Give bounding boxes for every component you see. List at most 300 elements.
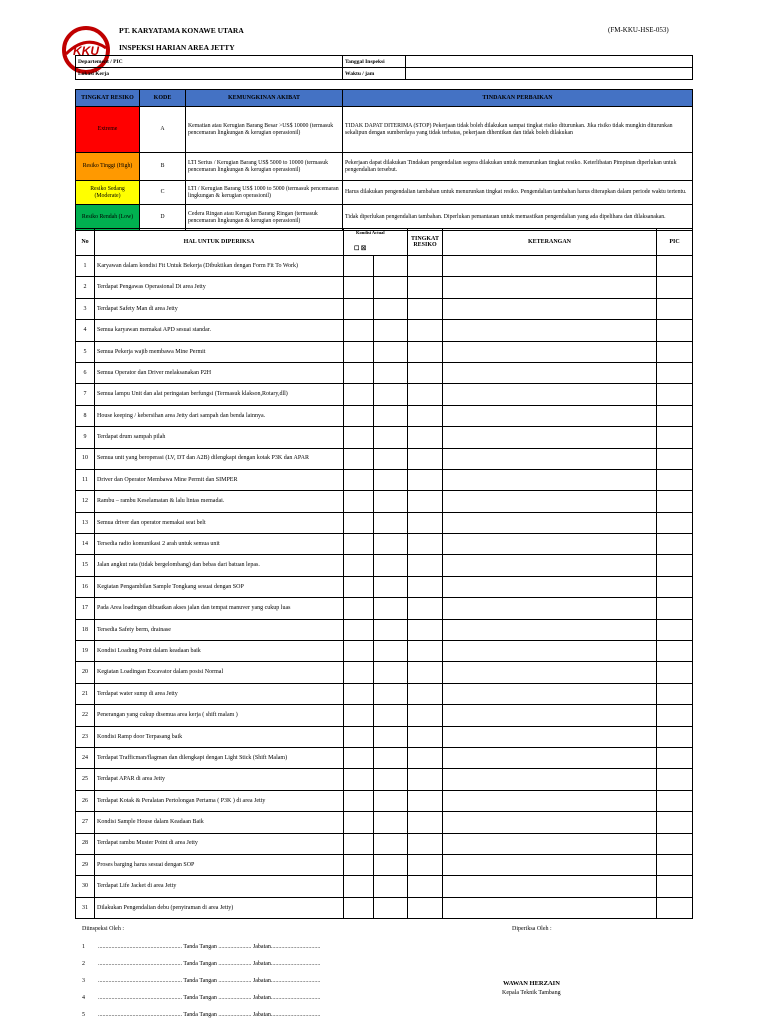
checklist-row	[76, 641, 693, 662]
risk-level-cell[interactable]	[408, 876, 443, 897]
row-item-text: Kondisi Ramp door Terpasang baik	[95, 726, 344, 747]
row-number: 9	[76, 427, 95, 448]
risk-consequence: Kematian atau Kerugian Barang Besar >US$ 10000 (termasuk pencemaran lingkungan & kerugian operasionil)	[186, 107, 343, 153]
company-name: PT. KARYATAMA KONAWE UTARA	[119, 26, 244, 35]
risk-level-cell[interactable]	[408, 747, 443, 768]
checklist-row	[76, 384, 693, 405]
condition-notok-cell[interactable]	[374, 705, 408, 726]
condition-ok-cell[interactable]	[344, 298, 374, 319]
row-item-text: Terdapat Safety Man di area Jetty	[95, 298, 344, 319]
row-number: 30	[76, 876, 95, 897]
condition-ok-cell[interactable]	[344, 790, 374, 811]
condition-ok-cell[interactable]	[344, 427, 374, 448]
remarks-cell[interactable]	[443, 277, 657, 298]
risk-level-cell[interactable]	[408, 662, 443, 683]
row-number: 17	[76, 598, 95, 619]
row-item-text: Tersedia radio komunikasi 2 arah untuk semua unit	[95, 534, 344, 555]
condition-notok-cell[interactable]	[374, 641, 408, 662]
checklist-row	[76, 769, 693, 790]
signature-line[interactable]: ........................................................ Tanda Tangan ...................... Jabatan.................................	[98, 1012, 321, 1018]
remarks-cell[interactable]	[443, 598, 657, 619]
remarks-cell[interactable]	[443, 555, 657, 576]
condition-notok-cell[interactable]	[374, 812, 408, 833]
row-number: 22	[76, 705, 95, 726]
risk-level-cell[interactable]	[408, 320, 443, 341]
checklist-row	[76, 683, 693, 704]
risk-level-cell[interactable]	[408, 641, 443, 662]
pic-cell[interactable]	[657, 555, 693, 576]
checklist-row	[76, 576, 693, 597]
inspected-by-label: Diinspeksi Oleh :	[82, 926, 124, 932]
inspection-checklist-table	[75, 228, 693, 919]
pic-cell[interactable]	[657, 897, 693, 918]
pic-cell[interactable]	[657, 512, 693, 533]
condition-notok-cell[interactable]	[374, 341, 408, 362]
checked-by-label: Diperiksa Oleh :	[512, 926, 552, 932]
pic-cell[interactable]	[657, 812, 693, 833]
risk-level-cell[interactable]	[408, 726, 443, 747]
risk-code: D	[140, 205, 186, 231]
row-number: 27	[76, 812, 95, 833]
condition-notok-cell[interactable]	[374, 277, 408, 298]
row-item-text: Terdapat rambu Muster Point di area Jetty	[95, 833, 344, 854]
risk-level-cell[interactable]	[408, 812, 443, 833]
pic-cell[interactable]	[657, 362, 693, 383]
condition-notok-cell[interactable]	[374, 576, 408, 597]
condition-ok-cell[interactable]	[344, 747, 374, 768]
risk-action: Harus dilakukan pengendalian tambahan untuk menurunkan tingkat resiko. Pengendalian tambahan harus diterapkan dalam periode waktu tertentu.	[343, 181, 693, 205]
condition-label: Kondisi Actual	[356, 230, 385, 235]
row-number: 5	[76, 341, 95, 362]
row-number: 29	[76, 854, 95, 875]
pic-cell[interactable]	[657, 384, 693, 405]
remarks-cell[interactable]	[443, 683, 657, 704]
condition-ok-cell[interactable]	[344, 555, 374, 576]
row-item-text: Rambu – rambu Keselamatan & lalu lintas memadai.	[95, 491, 344, 512]
checklist-row	[76, 662, 693, 683]
checklist-row	[76, 277, 693, 298]
row-number: 11	[76, 469, 95, 490]
remarks-cell[interactable]	[443, 854, 657, 875]
pic-cell[interactable]	[657, 854, 693, 875]
risk-level-cell[interactable]	[408, 534, 443, 555]
pic-cell[interactable]	[657, 641, 693, 662]
risk-level-moderate: Resiko Sedang (Moderate)	[76, 181, 140, 205]
condition-notok-cell[interactable]	[374, 405, 408, 426]
pic-cell[interactable]	[657, 405, 693, 426]
risk-level-cell[interactable]	[408, 491, 443, 512]
row-number: 6	[76, 362, 95, 383]
risk-level-cell[interactable]	[408, 598, 443, 619]
pic-cell[interactable]	[657, 683, 693, 704]
time-label: Waktu / jam	[343, 68, 406, 80]
condition-notok-cell[interactable]	[374, 683, 408, 704]
row-item-text: Dilakukan Pengendalian debu (penyiraman di area Jetty)	[95, 897, 344, 918]
remarks-cell[interactable]	[443, 769, 657, 790]
remarks-cell[interactable]	[443, 833, 657, 854]
row-item-text: Tersedia Safety berm, drainase	[95, 619, 344, 640]
pic-cell[interactable]	[657, 277, 693, 298]
remarks-cell[interactable]	[443, 341, 657, 362]
remarks-cell[interactable]	[443, 362, 657, 383]
row-item-text: Terdapat drum sampah pilah	[95, 427, 344, 448]
pic-cell[interactable]	[657, 469, 693, 490]
pic-cell[interactable]	[657, 619, 693, 640]
checklist-row	[76, 705, 693, 726]
condition-ok-cell[interactable]	[344, 662, 374, 683]
risk-level-extreme: Extreme	[76, 107, 140, 153]
risk-level-cell[interactable]	[408, 555, 443, 576]
row-number: 8	[76, 405, 95, 426]
pic-cell[interactable]	[657, 598, 693, 619]
risk-level-cell[interactable]	[408, 341, 443, 362]
pic-cell[interactable]	[657, 790, 693, 811]
checklist-row	[76, 854, 693, 875]
condition-notok-cell[interactable]	[374, 897, 408, 918]
checklist-row	[76, 341, 693, 362]
checklist-row	[76, 320, 693, 341]
checklist-row	[76, 876, 693, 897]
risk-legend-table	[75, 89, 693, 231]
condition-ok-cell[interactable]	[344, 469, 374, 490]
col-header-no: No	[76, 229, 95, 256]
condition-notok-cell[interactable]	[374, 790, 408, 811]
checklist-row	[76, 512, 693, 533]
checklist-row	[76, 747, 693, 768]
remarks-cell[interactable]	[443, 448, 657, 469]
signature-line-number: 3	[82, 978, 85, 984]
condition-notok-cell[interactable]	[374, 619, 408, 640]
checklist-row	[76, 833, 693, 854]
condition-ok-cell[interactable]	[344, 854, 374, 875]
remarks-cell[interactable]	[443, 320, 657, 341]
row-number: 2	[76, 277, 95, 298]
remarks-cell[interactable]	[443, 641, 657, 662]
pic-cell[interactable]	[657, 341, 693, 362]
row-item-text: Terdapat Life Jacket di area Jetty	[95, 876, 344, 897]
condition-ok-cell[interactable]	[344, 576, 374, 597]
row-number: 19	[76, 641, 95, 662]
remarks-cell[interactable]	[443, 534, 657, 555]
condition-notok-cell[interactable]	[374, 876, 408, 897]
condition-ok-cell[interactable]	[344, 598, 374, 619]
remarks-cell[interactable]	[443, 897, 657, 918]
checklist-row	[76, 790, 693, 811]
row-number: 21	[76, 683, 95, 704]
row-item-text: Terdapat Kotak & Peralatan Pertolongan Pertama ( P3K ) di area Jetty	[95, 790, 344, 811]
condition-notok-cell[interactable]	[374, 384, 408, 405]
condition-ok-cell[interactable]	[344, 320, 374, 341]
row-item-text: House keeping / kebersihan area Jetty dari sampah dan benda lainnya.	[95, 405, 344, 426]
row-item-text: Terdapat Trafficman/flagman dan dilengkapi dengan Light Stick (Shift Malam)	[95, 747, 344, 768]
row-item-text: Semua driver dan operator memakai seat belt	[95, 512, 344, 533]
department-label: Departement / PIC	[76, 56, 343, 68]
pic-cell[interactable]	[657, 876, 693, 897]
condition-notok-cell[interactable]	[374, 534, 408, 555]
condition-ok-cell[interactable]	[344, 897, 374, 918]
condition-ok-cell[interactable]	[344, 277, 374, 298]
risk-level-cell[interactable]	[408, 769, 443, 790]
condition-notok-cell[interactable]	[374, 448, 408, 469]
remarks-cell[interactable]	[443, 469, 657, 490]
risk-code: C	[140, 181, 186, 205]
row-number: 16	[76, 576, 95, 597]
remarks-cell[interactable]	[443, 662, 657, 683]
row-item-text: Karyawan dalam kondisi Fit Untuk Bekerja (Dibuktikan dengan Form Fit To Work)	[95, 256, 344, 277]
date-label: Tanggal Inspeksi	[343, 56, 406, 68]
row-item-text: Proses barging harus sesuai dengan SOP	[95, 854, 344, 875]
row-item-text: Kegiatan Loadingan Excavator dalam posisi Normal	[95, 662, 344, 683]
risk-consequence: Cedera Ringan atau Kerugian Barang Ringan (termasuk pencemaran lingkungan & kerugian operasionil)	[186, 205, 343, 231]
row-item-text: Terdapat water sump di area Jetty	[95, 683, 344, 704]
remarks-cell[interactable]	[443, 812, 657, 833]
condition-notok-cell[interactable]	[374, 833, 408, 854]
condition-notok-cell[interactable]	[374, 362, 408, 383]
checklist-row	[76, 534, 693, 555]
row-item-text: Semua Pekerja wajib membawa Mine Permit	[95, 341, 344, 362]
row-number: 7	[76, 384, 95, 405]
signature-line-number: 2	[82, 961, 85, 967]
row-number: 4	[76, 320, 95, 341]
pic-cell[interactable]	[657, 491, 693, 512]
remarks-cell[interactable]	[443, 790, 657, 811]
svg-text:KKU: KKU	[73, 44, 99, 58]
condition-ok-cell[interactable]	[344, 619, 374, 640]
condition-ok-cell[interactable]	[344, 512, 374, 533]
remarks-cell[interactable]	[443, 705, 657, 726]
risk-level-cell[interactable]	[408, 576, 443, 597]
row-number: 18	[76, 619, 95, 640]
signature-line-number: 5	[82, 1012, 85, 1018]
condition-notok-cell[interactable]	[374, 256, 408, 277]
condition-notok-cell[interactable]	[374, 427, 408, 448]
risk-consequence: LTI / Kerugian Barang US$ 1000 to 5000 (termasuk pencemaran lingkungan & kerugian operasionil)	[186, 181, 343, 205]
row-item-text: Semua lampu Unit dan alat peringatan berfungsi (Termasuk klakson,Rotary,dll)	[95, 384, 344, 405]
risk-level-cell[interactable]	[408, 683, 443, 704]
remarks-cell[interactable]	[443, 619, 657, 640]
signature-line-number: 1	[82, 944, 85, 950]
condition-checkbox-icons: ☐ ☒	[354, 246, 367, 252]
risk-code: B	[140, 153, 186, 181]
remarks-cell[interactable]	[443, 298, 657, 319]
remarks-cell[interactable]	[443, 747, 657, 768]
info-table	[75, 55, 693, 80]
condition-notok-cell[interactable]	[374, 598, 408, 619]
row-item-text: Terdapat Pengawas Operasional Di area Jetty	[95, 277, 344, 298]
condition-ok-cell[interactable]	[344, 362, 374, 383]
pic-cell[interactable]	[657, 298, 693, 319]
condition-ok-cell[interactable]	[344, 448, 374, 469]
risk-level-cell[interactable]	[408, 512, 443, 533]
condition-ok-cell[interactable]	[344, 641, 374, 662]
condition-notok-cell[interactable]	[374, 469, 408, 490]
risk-level-cell[interactable]	[408, 384, 443, 405]
risk-level-cell[interactable]	[408, 277, 443, 298]
risk-action: TIDAK DAPAT DITERIMA (STOP) Pekerjaan tidak boleh dilakukan sampai tingkat risiko diturunkan. Jika risiko tidak mungkin diturunkan sekalipun dengan sumberdaya yang tidak terbatas, pekerjaan dihentikan dan tidak boleh dilakukan	[343, 107, 693, 153]
remarks-cell[interactable]	[443, 726, 657, 747]
condition-ok-cell[interactable]	[344, 491, 374, 512]
pic-cell[interactable]	[657, 576, 693, 597]
condition-ok-cell[interactable]	[344, 705, 374, 726]
row-number: 3	[76, 298, 95, 319]
pic-cell[interactable]	[657, 427, 693, 448]
row-number: 13	[76, 512, 95, 533]
pic-cell[interactable]	[657, 662, 693, 683]
remarks-cell[interactable]	[443, 876, 657, 897]
remarks-cell[interactable]	[443, 491, 657, 512]
row-item-text: Jalan angkut rata (tidak bergelombang) dan bebas dari batuan lepas.	[95, 555, 344, 576]
condition-ok-cell[interactable]	[344, 833, 374, 854]
pic-cell[interactable]	[657, 256, 693, 277]
risk-level-cell[interactable]	[408, 833, 443, 854]
risk-level-cell[interactable]	[408, 427, 443, 448]
row-item-text: Driver dan Operator Membawa Mine Permit dan SIMPER	[95, 469, 344, 490]
signature-line[interactable]: ........................................................ Tanda Tangan ...................... Jabatan.................................	[98, 944, 321, 950]
condition-notok-cell[interactable]	[374, 726, 408, 747]
row-item-text: Pada Area loadingan dibuatkan akses jalan dan tempat manuver yang cukup luas	[95, 598, 344, 619]
checklist-row	[76, 469, 693, 490]
risk-level-cell[interactable]	[408, 405, 443, 426]
location-label: Lokasi Kerja	[76, 68, 343, 80]
condition-ok-cell[interactable]	[344, 534, 374, 555]
legend-header-action: TINDAKAN PERBAIKAN	[343, 90, 693, 107]
checklist-row	[76, 555, 693, 576]
condition-ok-cell[interactable]	[344, 726, 374, 747]
condition-ok-cell[interactable]	[344, 256, 374, 277]
risk-level-cell[interactable]	[408, 619, 443, 640]
pic-cell[interactable]	[657, 534, 693, 555]
condition-notok-cell[interactable]	[374, 320, 408, 341]
remarks-cell[interactable]	[443, 427, 657, 448]
signer-name: WAWAN HERZAIN	[503, 980, 560, 987]
legend-header-level: TINGKAT RESIKO	[76, 90, 140, 107]
risk-level-low: Resiko Rendah (Low)	[76, 205, 140, 231]
condition-notok-cell[interactable]	[374, 555, 408, 576]
risk-level-cell[interactable]	[408, 790, 443, 811]
condition-notok-cell[interactable]	[374, 662, 408, 683]
row-number: 24	[76, 747, 95, 768]
row-number: 20	[76, 662, 95, 683]
condition-notok-cell[interactable]	[374, 512, 408, 533]
pic-cell[interactable]	[657, 769, 693, 790]
condition-notok-cell[interactable]	[374, 298, 408, 319]
remarks-cell[interactable]	[443, 576, 657, 597]
document-title: INSPEKSI HARIAN AREA JETTY	[119, 43, 235, 52]
checklist-row	[76, 448, 693, 469]
row-number: 28	[76, 833, 95, 854]
condition-ok-cell[interactable]	[344, 812, 374, 833]
signer-title: Kepala Teknik Tambang	[502, 990, 561, 996]
row-item-text: Kondisi Sample House dalam Keadaan Baik	[95, 812, 344, 833]
risk-level-cell[interactable]	[408, 705, 443, 726]
row-item-text: Kondisi Loading Point dalam keadaan baik	[95, 641, 344, 662]
condition-ok-cell[interactable]	[344, 683, 374, 704]
time-field[interactable]	[406, 68, 693, 80]
col-header-condition	[344, 229, 408, 256]
row-item-text: Semua Operator dan Driver melaksanakan P2H	[95, 362, 344, 383]
form-code: (FM-KKU-HSE-053)	[608, 26, 669, 34]
row-item-text: Penerangan yang cukup disemua area kerja ( shift malam )	[95, 705, 344, 726]
row-item-text: Semua karyawan memakai APD sesuai standar.	[95, 320, 344, 341]
date-field[interactable]	[406, 56, 693, 68]
condition-notok-cell[interactable]	[374, 769, 408, 790]
risk-code: A	[140, 107, 186, 153]
checklist-row	[76, 427, 693, 448]
row-number: 15	[76, 555, 95, 576]
row-number: 14	[76, 534, 95, 555]
row-item-text: Kegiatan Pengambilan Sample Tongkang sesuai dengan SOP	[95, 576, 344, 597]
risk-consequence: LTI Serius / Kerugian Barang US$ 5000 to 10000 (termasuk pencemaran lingkungan & kerugian operasionil)	[186, 153, 343, 181]
condition-notok-cell[interactable]	[374, 491, 408, 512]
signature-line[interactable]: ........................................................ Tanda Tangan ...................... Jabatan.................................	[98, 978, 321, 984]
risk-action: Pekerjaan dapat dilakukan Tindakan pengendalian segera dilakukan untuk menurunkan tingkat resiko. Keterlibatan Pimpinan diperlukan untuk pengendalian tersebut.	[343, 153, 693, 181]
risk-level-cell[interactable]	[408, 256, 443, 277]
condition-ok-cell[interactable]	[344, 876, 374, 897]
signature-line[interactable]: ........................................................ Tanda Tangan ...................... Jabatan.................................	[98, 995, 321, 1001]
col-header-risk: TINGKAT RESIKO	[408, 229, 443, 256]
risk-level-cell[interactable]	[408, 298, 443, 319]
checklist-row	[76, 897, 693, 918]
condition-ok-cell[interactable]	[344, 384, 374, 405]
risk-action: Tidak diperlukan pengendalian tambahan. Diperlukan pemantauan untuk memastikan pengendalian yang ada dipelihara dan dilaksanakan.	[343, 205, 693, 231]
condition-ok-cell[interactable]	[344, 405, 374, 426]
pic-cell[interactable]	[657, 747, 693, 768]
col-header-item: HAL UNTUK DIPERIKSA	[95, 229, 344, 256]
risk-level-cell[interactable]	[408, 362, 443, 383]
checklist-row	[76, 298, 693, 319]
row-number: 1	[76, 256, 95, 277]
row-number: 12	[76, 491, 95, 512]
row-item-text: Terdapat APAR di area Jetty	[95, 769, 344, 790]
checklist-row	[76, 598, 693, 619]
row-item-text: Semua unit yang beroperasi (LV, DT dan A2B) dilengkapi dengan kotak P3K dan APAR	[95, 448, 344, 469]
legend-header-code: KODE	[140, 90, 186, 107]
remarks-cell[interactable]	[443, 256, 657, 277]
row-number: 23	[76, 726, 95, 747]
risk-level-cell[interactable]	[408, 469, 443, 490]
pic-cell[interactable]	[657, 833, 693, 854]
remarks-cell[interactable]	[443, 405, 657, 426]
risk-level-high: Resiko Tinggi (High)	[76, 153, 140, 181]
checklist-row	[76, 619, 693, 640]
condition-notok-cell[interactable]	[374, 854, 408, 875]
risk-level-cell[interactable]	[408, 448, 443, 469]
pic-cell[interactable]	[657, 726, 693, 747]
risk-level-cell[interactable]	[408, 854, 443, 875]
pic-cell[interactable]	[657, 448, 693, 469]
pic-cell[interactable]	[657, 705, 693, 726]
signature-line[interactable]: ........................................................ Tanda Tangan ...................... Jabatan.................................	[98, 961, 321, 967]
row-number: 10	[76, 448, 95, 469]
remarks-cell[interactable]	[443, 384, 657, 405]
checklist-row	[76, 256, 693, 277]
remarks-cell[interactable]	[443, 512, 657, 533]
checklist-row	[76, 726, 693, 747]
col-header-remarks: KETERANGAN	[443, 229, 657, 256]
risk-level-cell[interactable]	[408, 897, 443, 918]
legend-header-consequence: KEMUNGKINAN AKIBAT	[186, 90, 343, 107]
condition-notok-cell[interactable]	[374, 747, 408, 768]
condition-ok-cell[interactable]	[344, 341, 374, 362]
checklist-row	[76, 812, 693, 833]
condition-ok-cell[interactable]	[344, 769, 374, 790]
checklist-row	[76, 362, 693, 383]
row-number: 25	[76, 769, 95, 790]
checklist-row	[76, 491, 693, 512]
pic-cell[interactable]	[657, 320, 693, 341]
row-number: 31	[76, 897, 95, 918]
col-header-pic: PIC	[657, 229, 693, 256]
